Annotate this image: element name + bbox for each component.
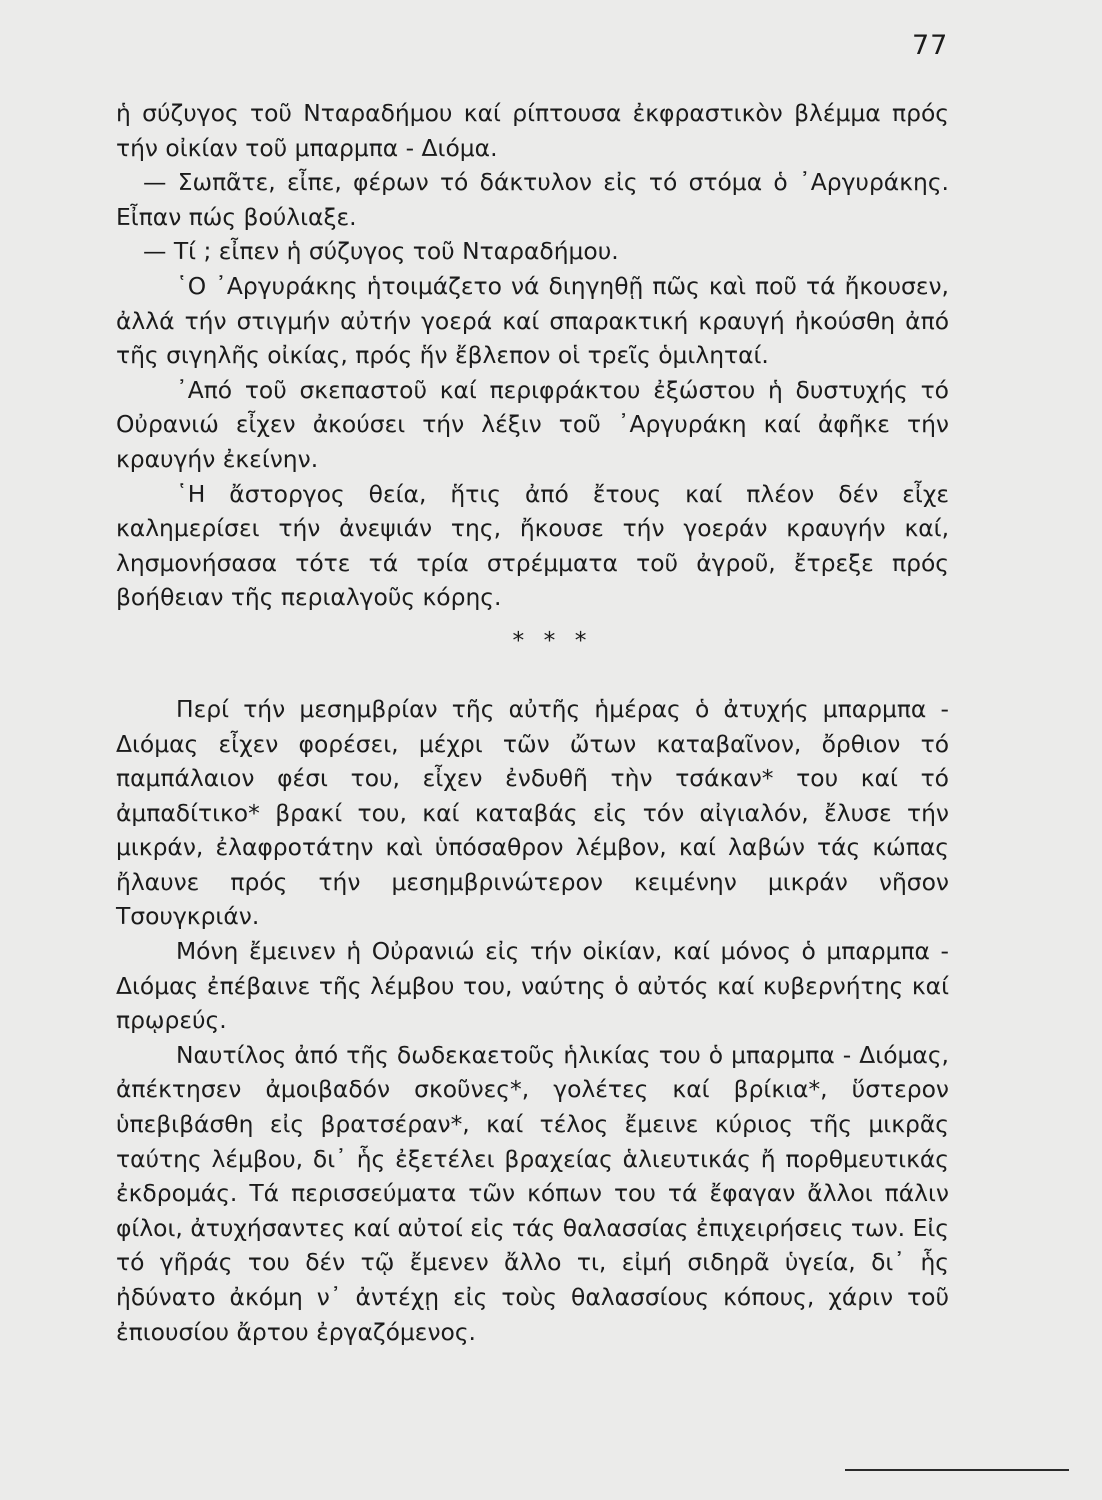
paragraph-2: — Σωπᾶτε, εἶπε, φέρων τό δάκτυλον εἰς τό στόμα ὁ ᾿Αργυράκης. Εἶπαν πώς βούλιαξε. (116, 168, 949, 231)
paragraph-7: Περί τήν μεσημβρίαν τῆς αὐτῆς ἡμέρας ὁ ἀτυχής μπαρμπα - Διόμας εἶχεν φορέσει, μέχρι τῶν ὤτων καταβαῖνον, ὄρθιον τό παμπάλαιον φέσι του, εἶχεν ἐνδυθῆ τὴν τσάκαν* του καί τό ἀμπαδίτικο* βρακί του, καί καταβάς εἰς τόν αἰγιαλόν, ἔλυσε τήν μικράν, ἐλαφροτάτην καὶ ὑπόσαθρον λέμβον, καί λαβών τάς κώπας ἤλαυνε πρός τήν μεσημβρινώτερον κειμένην μικράν νῆσον Τσουγκριάν. (116, 694, 949, 931)
paragraph-9: Ναυτίλος ἀπό τῆς δωδεκαετοῦς ἡλικίας του ὁ μπαρμπα - Διόμας, ἀπέκτησεν ἀμοιβαδόν σκοῦνες*, γολέτες καί βρίκια*, ὕστερον ὑπεβιβάσθη εἰς βρατσέραν*, καί τέλος ἔμεινε κύριος τῆς μικρᾶς ταύτης λέμβου, δι᾿ ἧς ἐξετέλει βραχείας ἁλιευτικάς ἤ πορθμευτικάς ἐκδρομάς. Τά περισσεύματα τῶν κόπων του τά ἔφαγαν ἄλλοι πάλιν φίλοι, ἀτυχήσαντες καί αὐτοί εἰς τάς θαλασσίας ἐπιχειρήσεις των. Εἰς τό γῆράς του δέν τῷ ἔμενεν ἄλλο τι, εἰμή σιδηρᾶ ὑγεία, δι᾿ ἧς ἠδύνατο ἀκόμη ν᾿ ἀντέχῃ εἰς τοὺς θαλασσίους κόπους, χάριν τοῦ ἐπιουσίου ἄρτου ἐργαζόμενος. (116, 1040, 949, 1346)
paragraph-3: — Τί ; εἶπεν ἡ σύζυγος τοῦ Νταραδήμου. (143, 237, 619, 266)
footer-rule (845, 1469, 1069, 1471)
paragraph-5: ᾿Από τοῦ σκεπαστοῦ καί περιφράκτου ἐξώστου ἡ δυστυχής τό Οὐρανιώ εἶχεν ἀκούσει τήν λέξιν τοῦ ᾿Αργυράκη καί ἀφῆκε τήν κραυγήν ἐκείνην. (116, 375, 949, 473)
paragraph-4: ῾Ο ᾿Αργυράκης ἡτοιμάζετο νά διηγηθῇ πῶς καὶ ποῦ τά ἤκουσεν, ἀλλά τήν στιγμήν αὐτήν γοερά καί σπαρακτική κραυγή ἠκούσθη ἀπό τῆς σιγηλῆς οἰκίας, πρός ἥν ἔβλεπον οἱ τρεῖς ὁμιληταί. (116, 271, 949, 370)
section-separator: * * * (512, 625, 593, 654)
page-number: 77 (912, 30, 949, 61)
paragraph-6: ῾Η ἄστοργος θεία, ἥτις ἀπό ἔτους καί πλέον δέν εἶχε καλημερίσει τήν ἀνεψιάν της, ἤκουσε τήν γοεράν κραυγήν καί, λησμονήσασα τότε τά τρία στρέμματα τοῦ ἀγροῦ, ἔτρεξε πρός βοήθειαν τῆς περιαλγοῦς κόρης. (116, 479, 949, 612)
body-text (116, 96, 949, 1349)
section-gap (116, 659, 949, 692)
paragraph-8: Μόνη ἔμεινεν ἡ Οὐρανιώ εἰς τήν οἰκίαν, καί μόνος ὁ μπαρμπα - Διόμας ἐπέβαινε τῆς λέμβου του, ναύτης ὁ αὐτός καί κυβερνήτης καί πρῳρεύς. (116, 937, 949, 1035)
paragraph-1: ἡ σύζυγος τοῦ Νταραδήμου καί ρίπτουσα ἐκφραστικὸν βλέμμα πρός τήν οἰκίαν τοῦ μπαρμπα - Διόμα. (116, 99, 949, 162)
